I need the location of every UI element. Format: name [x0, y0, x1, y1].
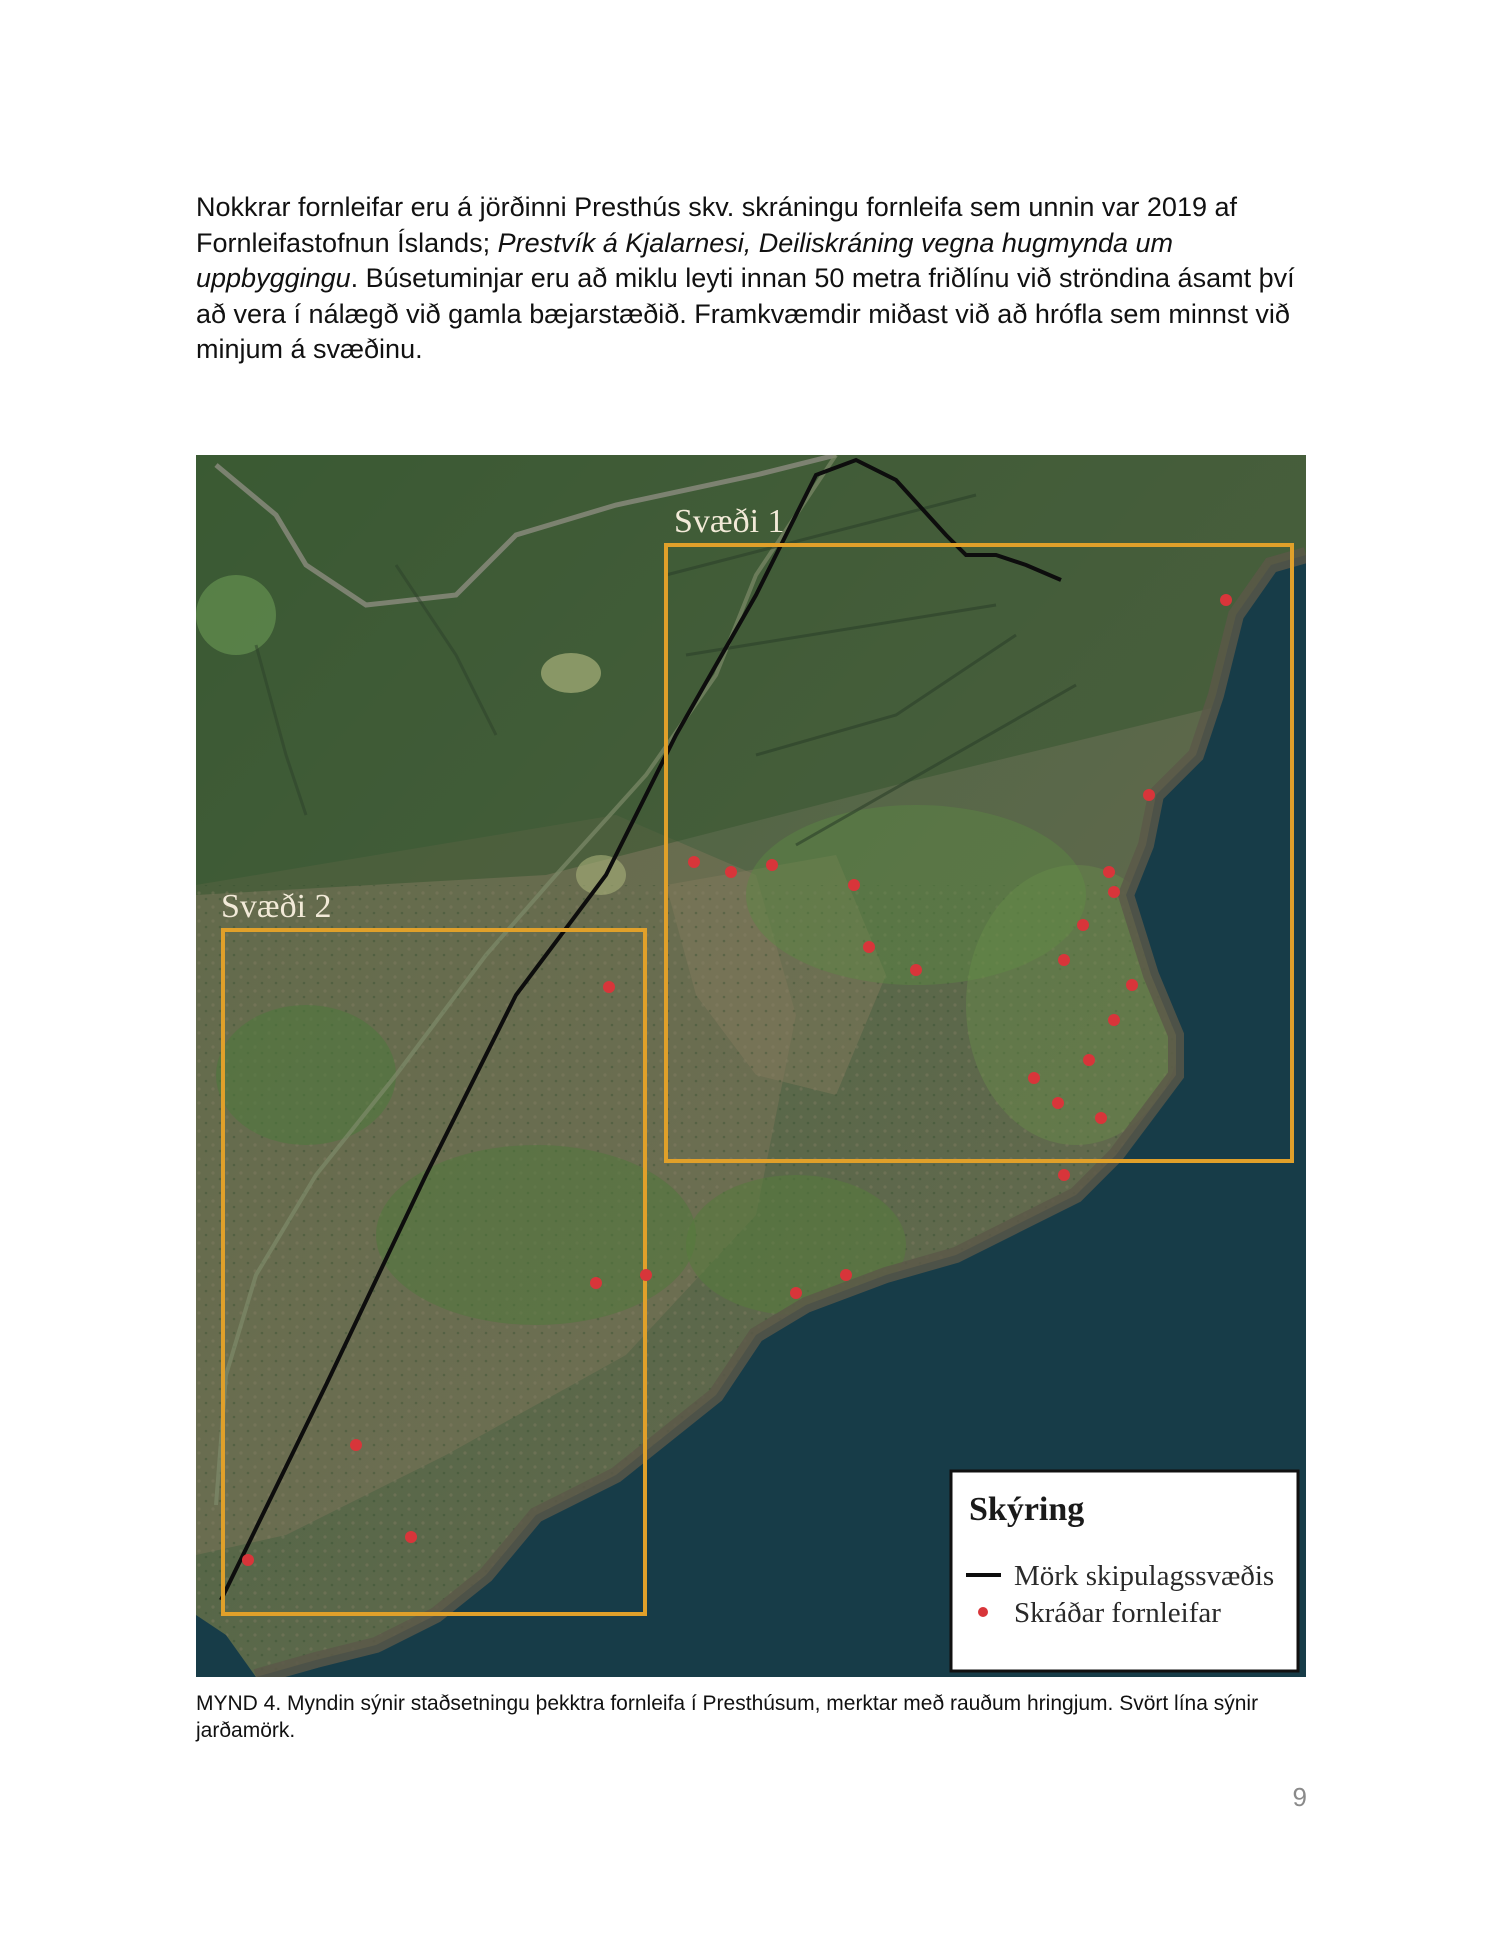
site-marker — [863, 941, 875, 953]
legend-sites-label: Skráðar fornleifar — [1014, 1597, 1221, 1629]
site-marker — [350, 1439, 362, 1451]
site-marker — [242, 1554, 254, 1566]
site-marker — [766, 859, 778, 871]
site-marker — [1052, 1097, 1064, 1109]
aerial-map-figure — [196, 455, 1306, 1677]
green-patch — [196, 575, 276, 655]
figure-caption: MYND 4. Myndin sýnir staðsetningu þekktra fornleifa í Presthúsum, merktar með rauðum hringjum. Svört lína sýnir jarðamörk. — [196, 1692, 1259, 1742]
body-text-italic-title: Prestvík á Kjalarnesi, Deiliskráning vegna hugmynda um uppbyggingu — [196, 227, 1174, 293]
site-marker — [405, 1531, 417, 1543]
site-marker — [1083, 1054, 1095, 1066]
site-marker — [1108, 1014, 1120, 1026]
site-marker — [1058, 1169, 1070, 1181]
site-marker — [848, 879, 860, 891]
site-marker — [910, 964, 922, 976]
site-marker — [1058, 954, 1070, 966]
site-marker — [1103, 866, 1115, 878]
zone-2-label: Svæði 2 — [221, 888, 332, 925]
site-marker — [590, 1277, 602, 1289]
site-marker — [603, 981, 615, 993]
green-patch — [216, 1005, 396, 1145]
site-marker — [688, 856, 700, 868]
site-marker — [1126, 979, 1138, 991]
site-marker — [790, 1287, 802, 1299]
legend-boundary-label: Mörk skipulagssvæðis — [1014, 1560, 1275, 1592]
site-marker — [1220, 594, 1232, 606]
body-paragraph — [196, 190, 1306, 368]
body-text-part1: Nokkrar fornleifar eru á jörðinni Presthús skv. skráningu fornleifa sem unnin var 2019 af Fornleifastofnun Íslands; — [196, 192, 1238, 258]
sand-bunker — [576, 855, 626, 895]
page-number: 9 — [1292, 1782, 1307, 1812]
site-marker — [1028, 1072, 1040, 1084]
aerial-map — [196, 455, 1306, 1677]
site-marker — [1095, 1112, 1107, 1124]
legend-site-swatch — [978, 1607, 988, 1617]
site-marker — [640, 1269, 652, 1281]
green-patch — [376, 1145, 696, 1325]
site-marker — [840, 1269, 852, 1281]
map-legend — [951, 1471, 1298, 1671]
sand-bunker — [541, 653, 601, 693]
site-marker — [1108, 886, 1120, 898]
site-marker — [725, 866, 737, 878]
legend-title: Skýring — [969, 1491, 1085, 1528]
zone-1-label: Svæði 1 — [674, 503, 785, 540]
body-text-part2: . Búsetuminjar eru að miklu leyti innan 50 metra friðlínu við ströndina ásamt því að vera í nálægð við gamla bæjarstæðið. Framkvæmdir miðast við að hrófla sem minnst við minjum á svæðinu. — [196, 263, 1295, 364]
site-marker — [1077, 919, 1089, 931]
site-marker — [1143, 789, 1155, 801]
